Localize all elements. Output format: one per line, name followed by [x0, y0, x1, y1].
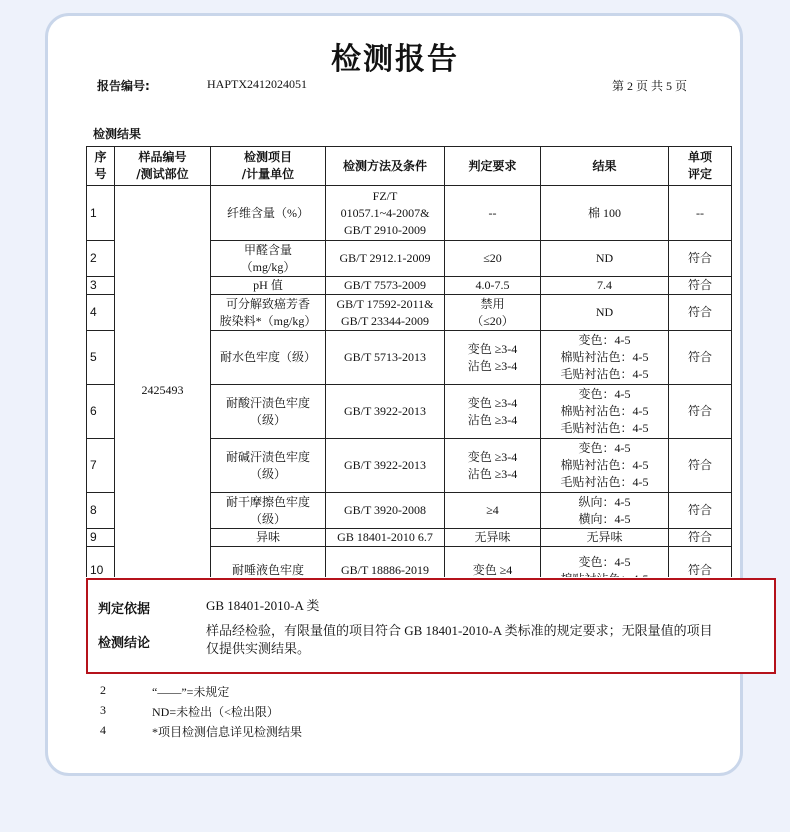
sample-id: 2425493	[115, 186, 211, 595]
result: ND	[541, 295, 669, 331]
table-row	[87, 186, 732, 241]
result: 无异味	[541, 529, 669, 547]
test-item: 耐碱汗渍色牢度 （级）	[211, 439, 326, 493]
row-number: 3	[87, 277, 115, 295]
requirement: 4.0-7.5	[445, 277, 541, 295]
requirement: 禁用 （≤20）	[445, 295, 541, 331]
basis-value: GB 18401-2010-A 类	[206, 598, 320, 613]
verdict: 符合	[669, 295, 732, 331]
verdict: 符合	[669, 547, 732, 595]
header-requirement: 判定要求	[445, 147, 541, 186]
note-text: *项目检测信息详见检测结果	[152, 725, 303, 739]
requirement: 变色 ≥3-4 沾色 ≥3-4	[445, 439, 541, 493]
header-no: 序 号	[87, 147, 115, 186]
conclusion-label: 检测结论	[98, 636, 151, 651]
test-method: GB/T 3922-2013	[326, 439, 445, 493]
requirement: 变色 ≥4	[445, 547, 541, 595]
result: 纵向：4-5 横向：4-5	[541, 493, 669, 529]
verdict: 符合	[669, 241, 732, 277]
row-number: 8	[87, 493, 115, 529]
test-method: GB/T 17592-2011& GB/T 23344-2009	[326, 295, 445, 331]
report-title: 检测报告	[331, 42, 459, 77]
test-method: GB 18401-2010 6.7	[326, 529, 445, 547]
result: ND	[541, 241, 669, 277]
note-text: “——”=未规定	[152, 685, 230, 699]
row-number: 2	[87, 241, 115, 277]
test-method: GB/T 3922-2013	[326, 385, 445, 439]
result: 棉 100	[541, 186, 669, 241]
test-item: 可分解致癌芳香 胺染料*（mg/kg）	[211, 295, 326, 331]
requirement: 变色 ≥3-4 沾色 ≥3-4	[445, 385, 541, 439]
result: 变色：4-5 棉贴衬沾色：4-5 毛贴衬沾色：4-5	[541, 385, 669, 439]
verdict: 符合	[669, 529, 732, 547]
requirement: 无异味	[445, 529, 541, 547]
basis-label: 判定依据	[98, 602, 151, 617]
test-method: GB/T 3920-2008	[326, 493, 445, 529]
result: 变色：4-5 棉贴衬沾色：4-5 毛贴衬沾色：4-5	[541, 439, 669, 493]
test-item: 耐唾液色牢度	[211, 547, 326, 595]
header-verdict: 单项 评定	[669, 147, 732, 186]
verdict: 符合	[669, 493, 732, 529]
row-number: 10	[87, 547, 115, 595]
header-result: 结果	[541, 147, 669, 186]
result: 变色：4-5 棉贴衬沾色：4-5 毛贴衬沾色：4-5	[541, 331, 669, 385]
header-sample: 样品编号 /测试部位	[115, 147, 211, 186]
note-number: 2	[100, 683, 106, 697]
row-number: 5	[87, 331, 115, 385]
row-number: 9	[87, 529, 115, 547]
test-item: 耐水色牢度（级）	[211, 331, 326, 385]
header-item: 检测项目 /计量单位	[211, 147, 326, 186]
table-header-row	[87, 147, 732, 186]
verdict: --	[669, 186, 732, 241]
verdict: 符合	[669, 385, 732, 439]
page-info: 第 2 页 共 5 页	[612, 79, 688, 93]
test-item: 异味	[211, 529, 326, 547]
test-method: GB/T 2912.1-2009	[326, 241, 445, 277]
test-item: 甲醛含量 （mg/kg）	[211, 241, 326, 277]
row-number: 4	[87, 295, 115, 331]
results-table	[86, 146, 732, 595]
verdict: 符合	[669, 331, 732, 385]
report-number-label: 报告编号:	[97, 79, 150, 93]
verdict: 符合	[669, 277, 732, 295]
conclusion-value: 样品经检验，有限量值的项目符合 GB 18401-2010-A 类标准的规定要求；无限量值的项目 仅提供实测结果。	[206, 623, 713, 656]
report-number-value: HAPTX2412024051	[207, 77, 308, 91]
result: 变色：4-5	[541, 547, 669, 595]
verdict: 符合	[669, 439, 732, 493]
row-number: 1	[87, 186, 115, 241]
test-item: pH 值	[211, 277, 326, 295]
test-method: FZ/T 01057.1~4-2007& GB/T 2910-2009	[326, 186, 445, 241]
section-title: 检测结果	[93, 127, 142, 141]
test-method: GB/T 5713-2013	[326, 331, 445, 385]
note-number: 4	[100, 723, 106, 737]
header-method: 检测方法及条件	[326, 147, 445, 186]
test-item: 耐干摩擦色牢度 （级）	[211, 493, 326, 529]
requirement: --	[445, 186, 541, 241]
row-number: 6	[87, 385, 115, 439]
test-item: 耐酸汗渍色牢度 （级）	[211, 385, 326, 439]
requirement: ≤20	[445, 241, 541, 277]
note-number: 3	[100, 703, 106, 717]
row-number: 7	[87, 439, 115, 493]
test-method: GB/T 7573-2009	[326, 277, 445, 295]
requirement: 变色 ≥3-4 沾色 ≥3-4	[445, 331, 541, 385]
requirement: ≥4	[445, 493, 541, 529]
result: 7.4	[541, 277, 669, 295]
note-text: ND=未检出（<检出限）	[152, 705, 279, 719]
test-method: GB/T 18886-2019	[326, 547, 445, 595]
test-item: 纤维含量（%）	[211, 186, 326, 241]
